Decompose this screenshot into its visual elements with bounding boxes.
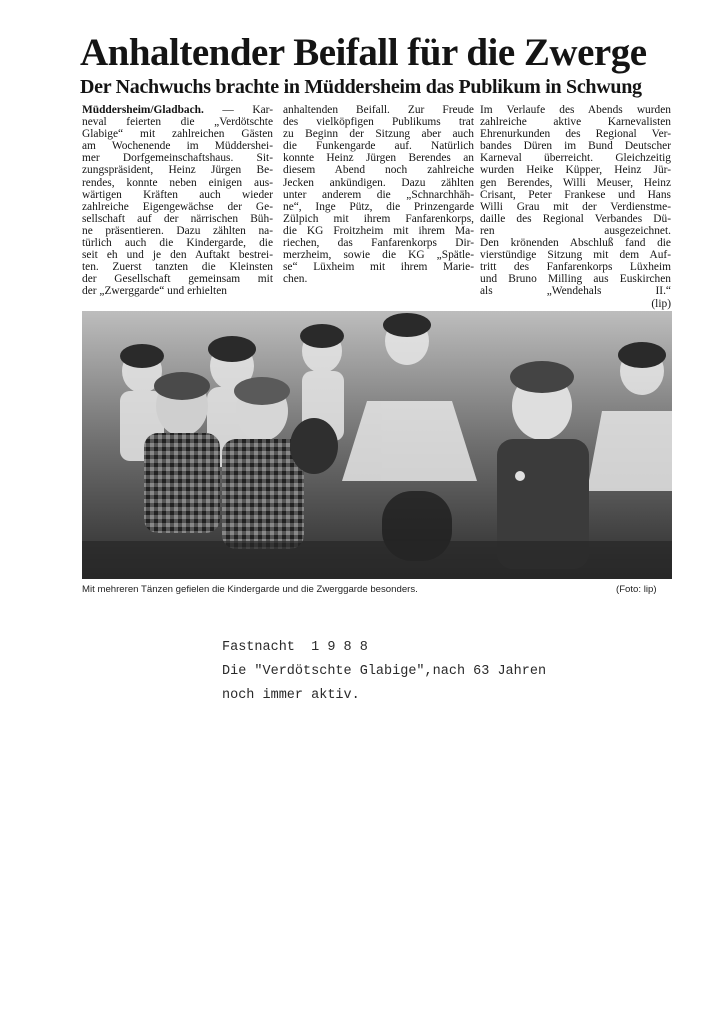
- article-text-line: anhaltenden Beifall. Zur Freude: [283, 104, 474, 116]
- article-text-line: ren ausgezeichnet.: [480, 224, 671, 237]
- article-text-line: riechen, das Fanfarenkorps Dir-: [283, 237, 474, 250]
- article-text-line: Den krönenden Abschluß fand die: [480, 237, 671, 250]
- article-text-fragment: — Kar-: [203, 104, 273, 116]
- article-column-3: [480, 104, 671, 310]
- article-text-line: unter anderem die „Schnarchhäh-: [283, 188, 474, 201]
- article-text-line: als „Wendehals II.“: [480, 285, 671, 298]
- photo-caption: Mit mehreren Tänzen gefielen die Kindergarde und die Zwerggarde besonders.: [82, 584, 418, 595]
- dateline: Müddersheim/Gladbach.: [82, 104, 204, 116]
- article-text-line: und Bruno Milling aus Euskirchen: [480, 273, 671, 286]
- article-text-line: des vielköpfigen Publikums trat: [283, 116, 474, 129]
- article-text-line: merzheim, sowie die KG „Spätle-: [283, 249, 474, 262]
- article-text-line: zahlreiche Eigengewächse der Ge-: [82, 200, 273, 213]
- article-text-line: seit eh und je den Auftakt bestrei-: [82, 249, 273, 262]
- article-text-line: die Funkengarde auf. Natürlich: [283, 140, 474, 153]
- article-text-line: die KG Froitzheim mit ihrem Ma-: [283, 224, 474, 237]
- headline: Anhaltender Beifall für die Zwerge: [80, 31, 647, 74]
- typed-note-line-3: noch immer aktiv.: [222, 688, 360, 703]
- typed-note-line-1: Fastnacht 1 9 8 8: [222, 640, 368, 655]
- article-text-line: zu Beginn der Sitzung aber auch: [283, 128, 474, 141]
- article-text-line: ten. Zuerst tanzten die Kleinsten: [82, 261, 273, 274]
- article-text-line: Glabige“ mit zahlreichen Gästen: [82, 128, 273, 141]
- article-text-line: Willi Grau mit der Verdienstme-: [480, 200, 671, 213]
- article-text-line: konnte Heinz Jürgen Berendes an: [283, 152, 474, 165]
- article-text-line: wurden Heike Küpper, Heinz Jür-: [480, 164, 671, 177]
- article-text-line: zungspräsident, Heinz Jürgen Be-: [82, 164, 273, 177]
- article-text-line: wärtigen Kräften auch wieder: [82, 188, 273, 201]
- article-text-line: Karneval überreicht. Gleichzeitig: [480, 152, 671, 165]
- article-column-1: [82, 104, 273, 298]
- photo-credit: (Foto: lip): [616, 584, 657, 595]
- article-text-line: ne präsentieren. Dazu zählten na-: [82, 224, 273, 237]
- article-text-line: der Gesellschaft gemeinsam mit: [82, 273, 273, 286]
- article-photo: [82, 311, 672, 579]
- article-text-line: bandes Düren im Bund Deutscher: [480, 140, 671, 153]
- article-text-line: sellschaft auf der närrischen Büh-: [82, 212, 273, 225]
- article-text-line: Crisant, Peter Frankese und Hans: [480, 188, 671, 201]
- article-text-line: rendes, konnte neben einigen aus-: [82, 176, 273, 189]
- article-column-2: [283, 104, 474, 285]
- article-text-line: chen.: [283, 273, 308, 286]
- article-text-line: neval feierten die „Verdötschte: [82, 116, 273, 129]
- article-text-line: Im Verlaufe des Abends wurden: [480, 104, 671, 116]
- subheadline: Der Nachwuchs brachte in Müddersheim das Publikum in Schwung: [80, 76, 642, 98]
- article-text-line: diesem Abend noch zahlreiche: [283, 164, 474, 177]
- typed-note-line-2: Die "Verdötschte Glabige",nach 63 Jahren: [222, 664, 547, 679]
- article-text-line: Zülpich mit ihrem Fanfarenkorps,: [283, 212, 474, 225]
- article-text-line: tritt des Fanfarenkorps Lüxheim: [480, 261, 671, 274]
- article-text-line: ne“, Inge Pütz, die Prinzengarde: [283, 200, 474, 213]
- article-text-line: am Wochenende im Müddershei-: [82, 140, 273, 153]
- article-text-line: mer Dorfgemeinschaftshaus. Sit-: [82, 152, 273, 165]
- article-text-line: daille des Regional Verbandes Dü-: [480, 212, 671, 225]
- article-text-line: türlich auch die Kindergarde, die: [82, 237, 273, 250]
- article-text-line: der „Zwerggarde“ und erhielten: [82, 285, 227, 298]
- article-text-line: (lip): [651, 297, 671, 310]
- article-text-line: Jecken ankündigen. Dazu zählten: [283, 176, 474, 189]
- article-text-line: Ehrenurkunden des Regional Ver-: [480, 128, 671, 141]
- article-text-line: vierstündige Sitzung mit dem Auf-: [480, 249, 671, 262]
- photo-children-dancers: [82, 311, 672, 579]
- article-text-line: gen Berendes, Willi Meuser, Heinz: [480, 176, 671, 189]
- article-text-line: [82, 104, 273, 116]
- article-text-line: zahlreiche aktive Karnevalisten: [480, 116, 671, 129]
- article-text-line: se“ Lüxheim mit ihrem Marie-: [283, 261, 474, 274]
